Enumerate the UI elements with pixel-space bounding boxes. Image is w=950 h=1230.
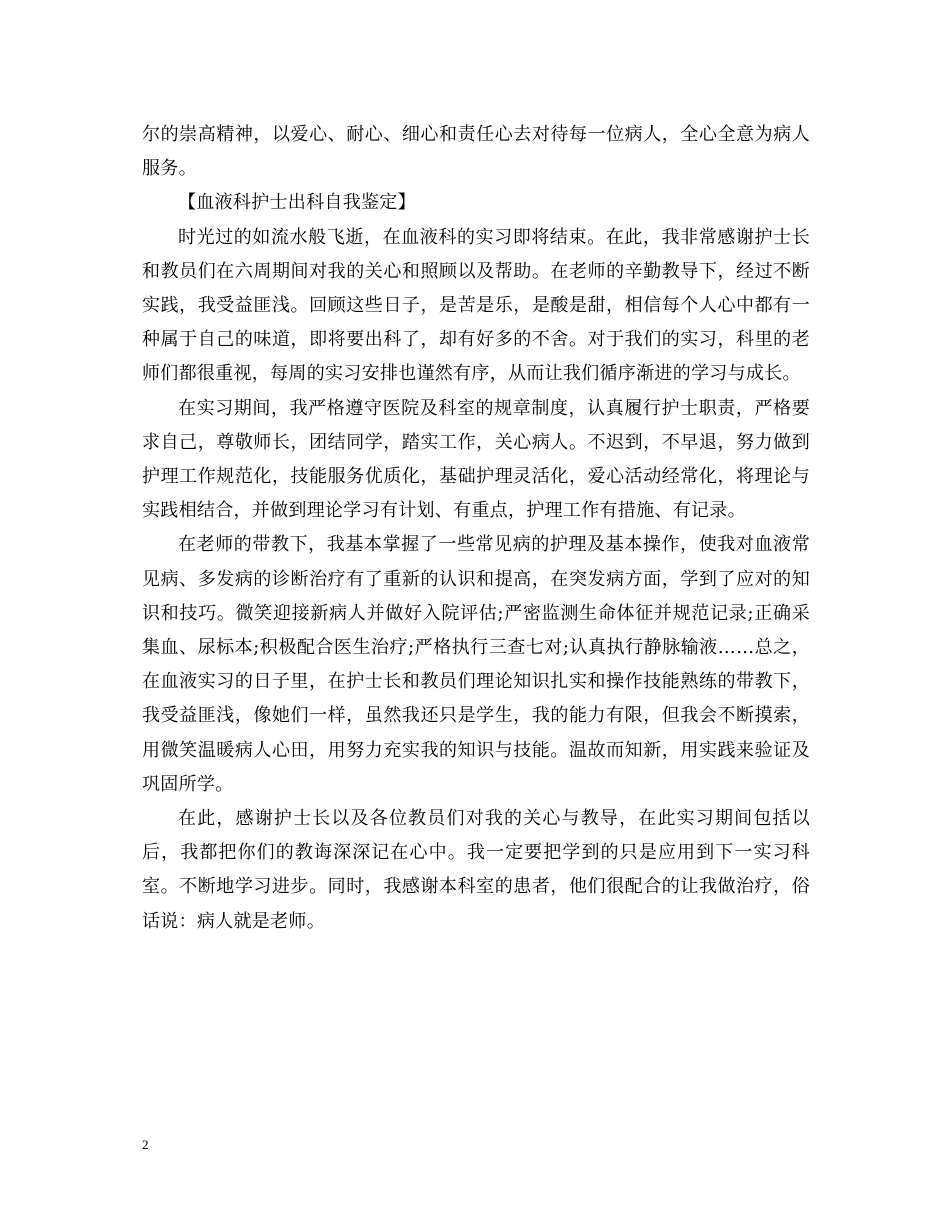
document-body — [142, 118, 810, 939]
paragraph-intro: 时光过的如流水般飞逝，在血液科的实习即将结束。在此，我非常感谢护士长和教员们在六周期间对我的关心和照顾以及帮助。在老师的辛勤教导下，经过不断实践，我受益匪浅。回顾这些日子，是苦是乐，是酸是甜，相信每个人心中都有一种属于自己的味道，即将要出科了，却有好多的不舍。对于我们的实习，科里的老师们都很重视，每周的实习安排也谨然有序，从而让我们循序渐进的学习与成长。 — [142, 226, 810, 385]
paragraph-continuation: 尔的崇高精神，以爱心、耐心、细心和责任心去对待每一位病人，全心全意为病人服务。 — [142, 124, 810, 180]
paragraph-skills: 在老师的带教下，我基本掌握了一些常见病的护理及基本操作，使我对血液常见病、多发病的诊断治疗有了重新的认识和提高，在突发病方面，学到了应对的知识和技巧。微笑迎接新病人并做好入院评估;严密监测生命体征并规范记录;正确采集血、尿标本;积极配合医生治疗;严格执行三查七对;认真执行静脉输液……总之，在血液实习的日子里，在护士长和教员们理论知识扎实和操作技能熟练的带教下，我受益匪浅，像她们一样，虽然我还只是学生，我的能力有限，但我会不断摸索，用微笑温暖病人心田，用努力充实我的知识与技能。温故而知新，用实践来验证及巩固所学。 — [142, 534, 810, 795]
page-number: 2 — [142, 1137, 149, 1152]
paragraph-thanks: 在此，感谢护士长以及各位教员们对我的关心与教导，在此实习期间包括以后，我都把你们的教诲深深记在心中。我一定要把学到的只是应用到下一实习科室。不断地学习进步。同时，我感谢本科室的患者，他们很配合的让我做治疗，俗话说：病人就是老师。 — [142, 808, 810, 932]
section-heading: 【血液科护士出科自我鉴定】 — [178, 192, 416, 214]
paragraph-discipline: 在实习期间，我严格遵守医院及科室的规章制度，认真履行护士职责，严格要求自己，尊敬师长，团结同学，踏实工作，关心病人。不迟到，不早退，努力做到护理工作规范化，技能服务优质化，基础护理灵活化，爱心活动经常化，将理论与实践相结合，并做到理论学习有计划、有重点，护理工作有措施、有记录。 — [142, 397, 810, 522]
